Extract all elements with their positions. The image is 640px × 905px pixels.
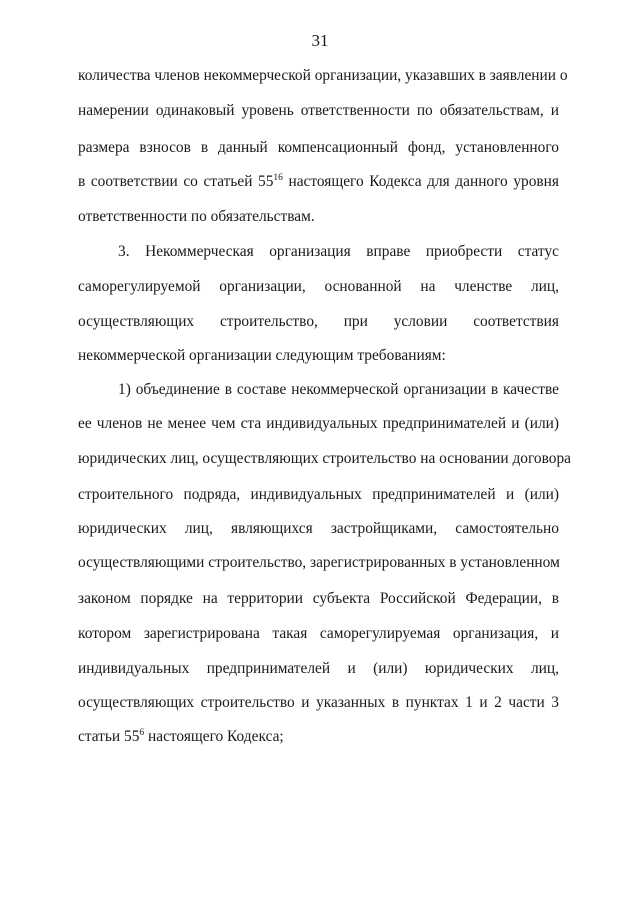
text-fragment: настоящего Кодекса; bbox=[144, 728, 284, 745]
text-line: юридических лиц, являющихся застройщиками, самостоятельно bbox=[78, 520, 559, 537]
paragraph-start-line: 1) объединение в составе некоммерческой организации в качестве bbox=[118, 381, 559, 398]
text-line: юридических лиц, осуществляющих строительство на основании договора bbox=[78, 450, 571, 467]
text-line bbox=[78, 172, 559, 192]
text-line: осуществляющими строительство, зарегистрированных в установленном bbox=[78, 554, 560, 571]
text-line: некоммерческой организации следующим требованиям: bbox=[78, 347, 446, 364]
text-line: саморегулируемой организации, основанной на членстве лиц, bbox=[78, 278, 559, 295]
text-line: индивидуальных предпринимателей и (или) юридических лиц, bbox=[78, 660, 559, 677]
paragraph-start-line: 3. Некоммерческая организация вправе приобрести статус bbox=[118, 243, 559, 260]
text-line: размера взносов в данный компенсационный фонд, установленного bbox=[78, 139, 559, 156]
page-number: 31 bbox=[311, 31, 329, 50]
text-line: ее членов не менее чем ста индивидуальных предпринимателей и (или) bbox=[78, 415, 559, 432]
text-line bbox=[78, 727, 559, 747]
text-line: осуществляющих строительство, при условии соответствия bbox=[78, 313, 559, 330]
text-fragment: в соответствии со статьей 55 bbox=[78, 173, 274, 190]
text-fragment: настоящего Кодекса для данного уровня bbox=[282, 173, 559, 190]
footnote-superscript: 6 bbox=[139, 728, 145, 738]
text-line: законом порядке на территории субъекта Российской Федерации, в bbox=[78, 590, 559, 607]
text-line: котором зарегистрирована такая саморегулируемая организация, и bbox=[78, 625, 559, 642]
text-line: количества членов некоммерческой организации, указавших в заявлении о bbox=[78, 67, 568, 84]
text-line: строительного подряда, индивидуальных предпринимателей и (или) bbox=[78, 486, 559, 503]
footnote-superscript: 16 bbox=[273, 173, 283, 183]
text-fragment: статьи 55 bbox=[78, 728, 140, 745]
text-line: осуществляющих строительство и указанных в пунктах 1 и 2 части 3 bbox=[78, 694, 559, 711]
text-line: намерении одинаковый уровень ответственности по обязательствам, и bbox=[78, 102, 559, 119]
text-line: ответственности по обязательствам. bbox=[78, 208, 315, 225]
